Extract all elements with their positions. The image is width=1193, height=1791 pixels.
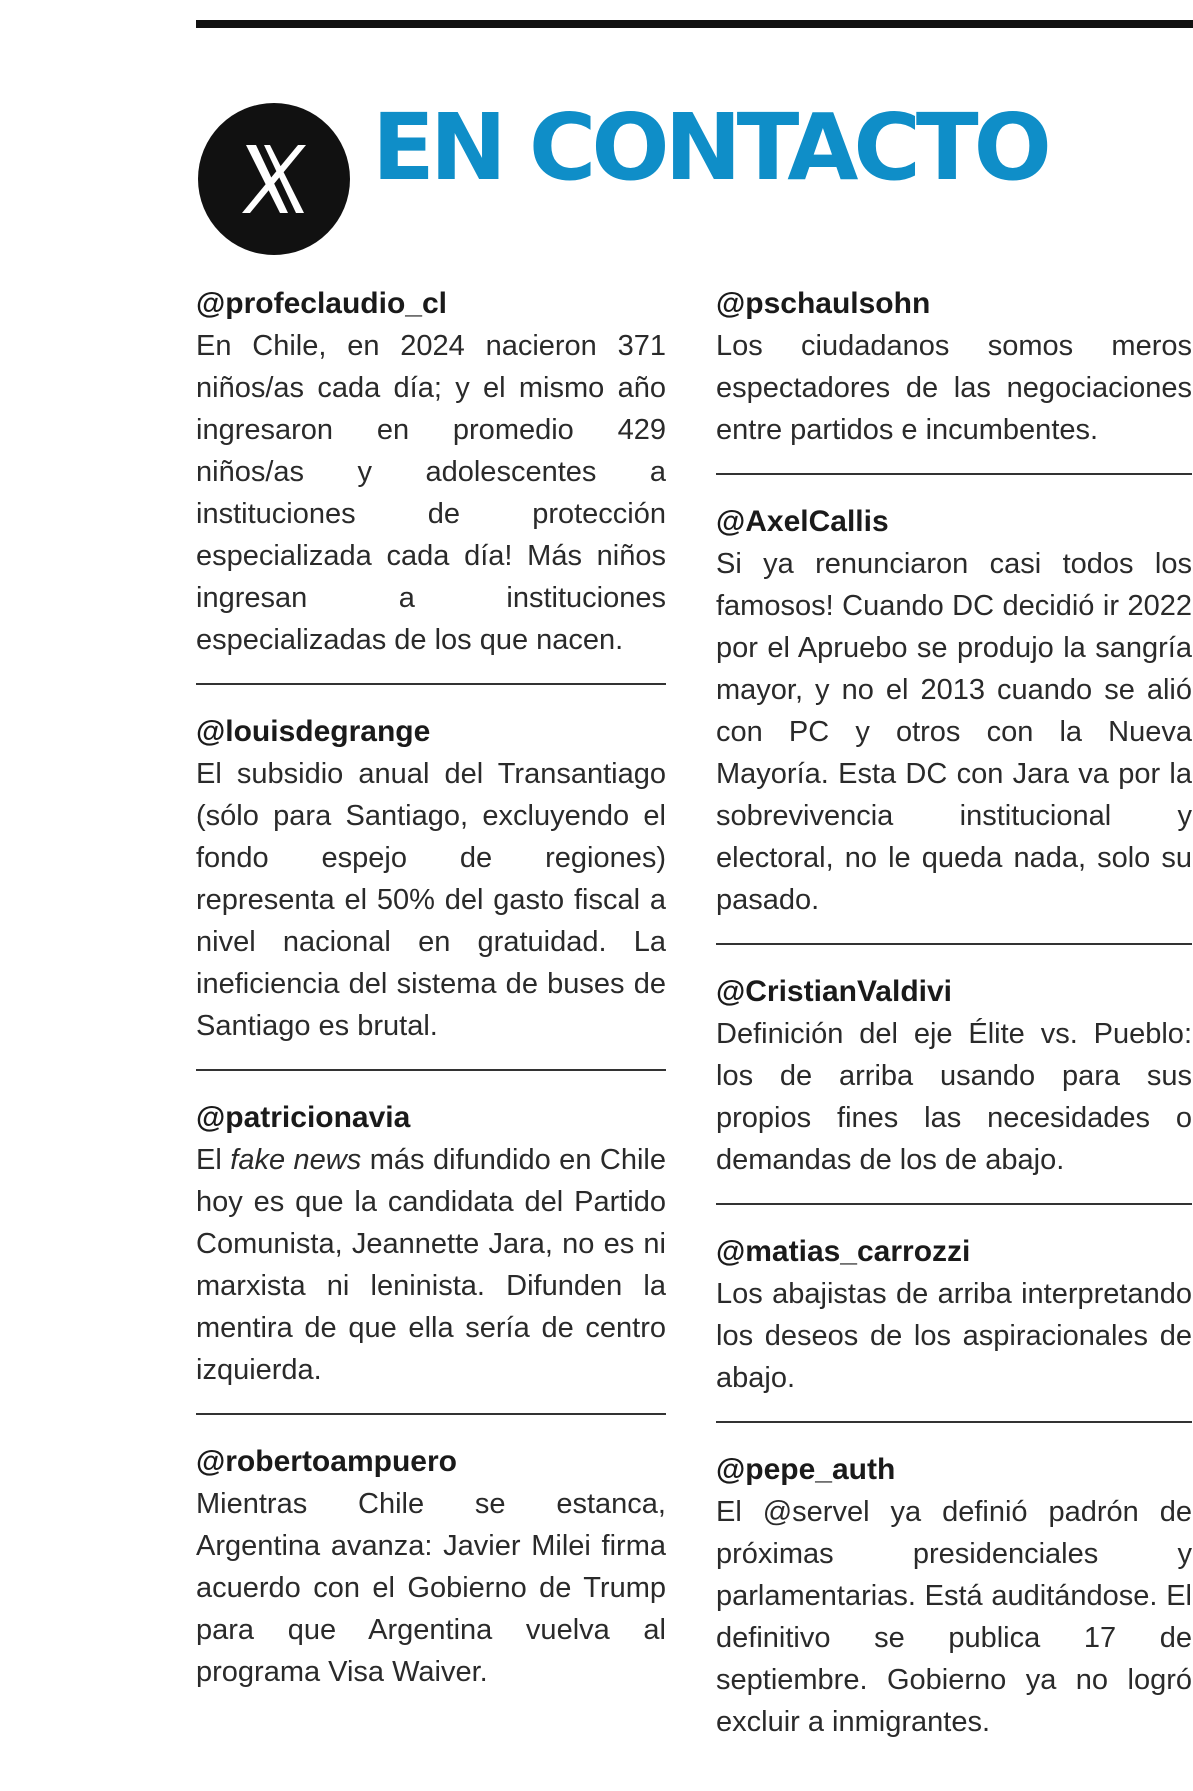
tweet-text: El subsidio anual del Transantiago (sólo para Santiago, excluyendo el fondo espejo de regiones) representa el 50% del gasto fiscal a nivel nacional en gratuidad. La ineficiencia del sistema de buses de Santiago es brutal.: [196, 758, 666, 1042]
tweet: [716, 1449, 1192, 1765]
tweet: [196, 711, 666, 1071]
tweet-text: Si ya renunciaron casi todos los famosos! Cuando DC decidió ir 2022 por el Apruebo se produjo la sangría mayor, y no el 2013 cuando se alió con PC y otros con la Nueva Mayoría. Esta DC con Jara va por la sobrevivencia institucional y electoral, no le queda nada, solo su pasado.: [716, 548, 1192, 916]
tweet-text-italic: fake news: [230, 1144, 362, 1176]
tweet-text: Los abajistas de arriba interpretando los deseos de los aspiracionales de abajo.: [716, 1278, 1192, 1394]
section-title: EN CONTACTO: [372, 94, 1047, 201]
tweet-text: El @servel ya definió padrón de próximas presidenciales y parlamentarias. Está auditándose. El definitivo se publica 17 de septiembre. Gobierno ya no logró excluir a inmigrantes.: [716, 1496, 1192, 1738]
left-column: [196, 283, 666, 1741]
tweet: [716, 283, 1192, 475]
x-logo-icon: [198, 103, 350, 255]
tweet: [196, 1441, 666, 1715]
tweet: [716, 1231, 1192, 1423]
tweet: [196, 283, 666, 685]
tweet-text: En Chile, en 2024 nacieron 371 niños/as cada día; y el mismo año ingresaron en promedio 429 niños/as y adolescentes a instituciones de protección especializada cada día! Más niños ingresan a instituciones especializadas de los que nacen.: [196, 330, 666, 656]
tweet-handle[interactable]: @patricionavia: [196, 1101, 411, 1134]
tweet-text: Mientras Chile se estanca, Argentina avanza: Javier Milei firma acuerdo con el Gobierno de Trump para que Argentina vuelva al programa Visa Waiver.: [196, 1488, 666, 1688]
tweet-text: [196, 1139, 666, 1391]
tweet-handle[interactable]: @pepe_auth: [716, 1453, 896, 1486]
tweet-handle[interactable]: @profeclaudio_cl: [196, 287, 447, 320]
x-logo-glyph: [198, 103, 350, 255]
tweet-handle[interactable]: @CristianValdivi: [716, 975, 953, 1008]
tweet-handle[interactable]: @matias_carrozzi: [716, 1235, 971, 1268]
tweet-text: Los ciudadanos somos meros espectadores de las negociaciones entre partidos e incumbentes.: [716, 330, 1192, 446]
tweet: [196, 1097, 666, 1415]
tweet: [716, 501, 1192, 945]
tweet-text-start: El: [196, 1144, 231, 1176]
right-column: [716, 283, 1192, 1791]
tweet-handle[interactable]: @AxelCallis: [716, 505, 889, 538]
tweet-text-end: más difundido en Chile hoy es que la candidata del Partido Comunista, Jeannette Jara, no es ni marxista ni leninista. Difunden la mentira de que ella sería de centro izquierda.: [196, 1144, 667, 1386]
tweet-handle[interactable]: @pschaulsohn: [716, 287, 931, 320]
tweet-handle[interactable]: @louisdegrange: [196, 715, 431, 748]
tweet-handle[interactable]: @robertoampuero: [196, 1445, 457, 1478]
tweet-text: Definición del eje Élite vs. Pueblo: los de arriba usando para sus propios fines las necesidades o demandas de los de abajo.: [716, 1018, 1192, 1176]
tweet: [716, 971, 1192, 1205]
top-rule: [196, 20, 1193, 28]
